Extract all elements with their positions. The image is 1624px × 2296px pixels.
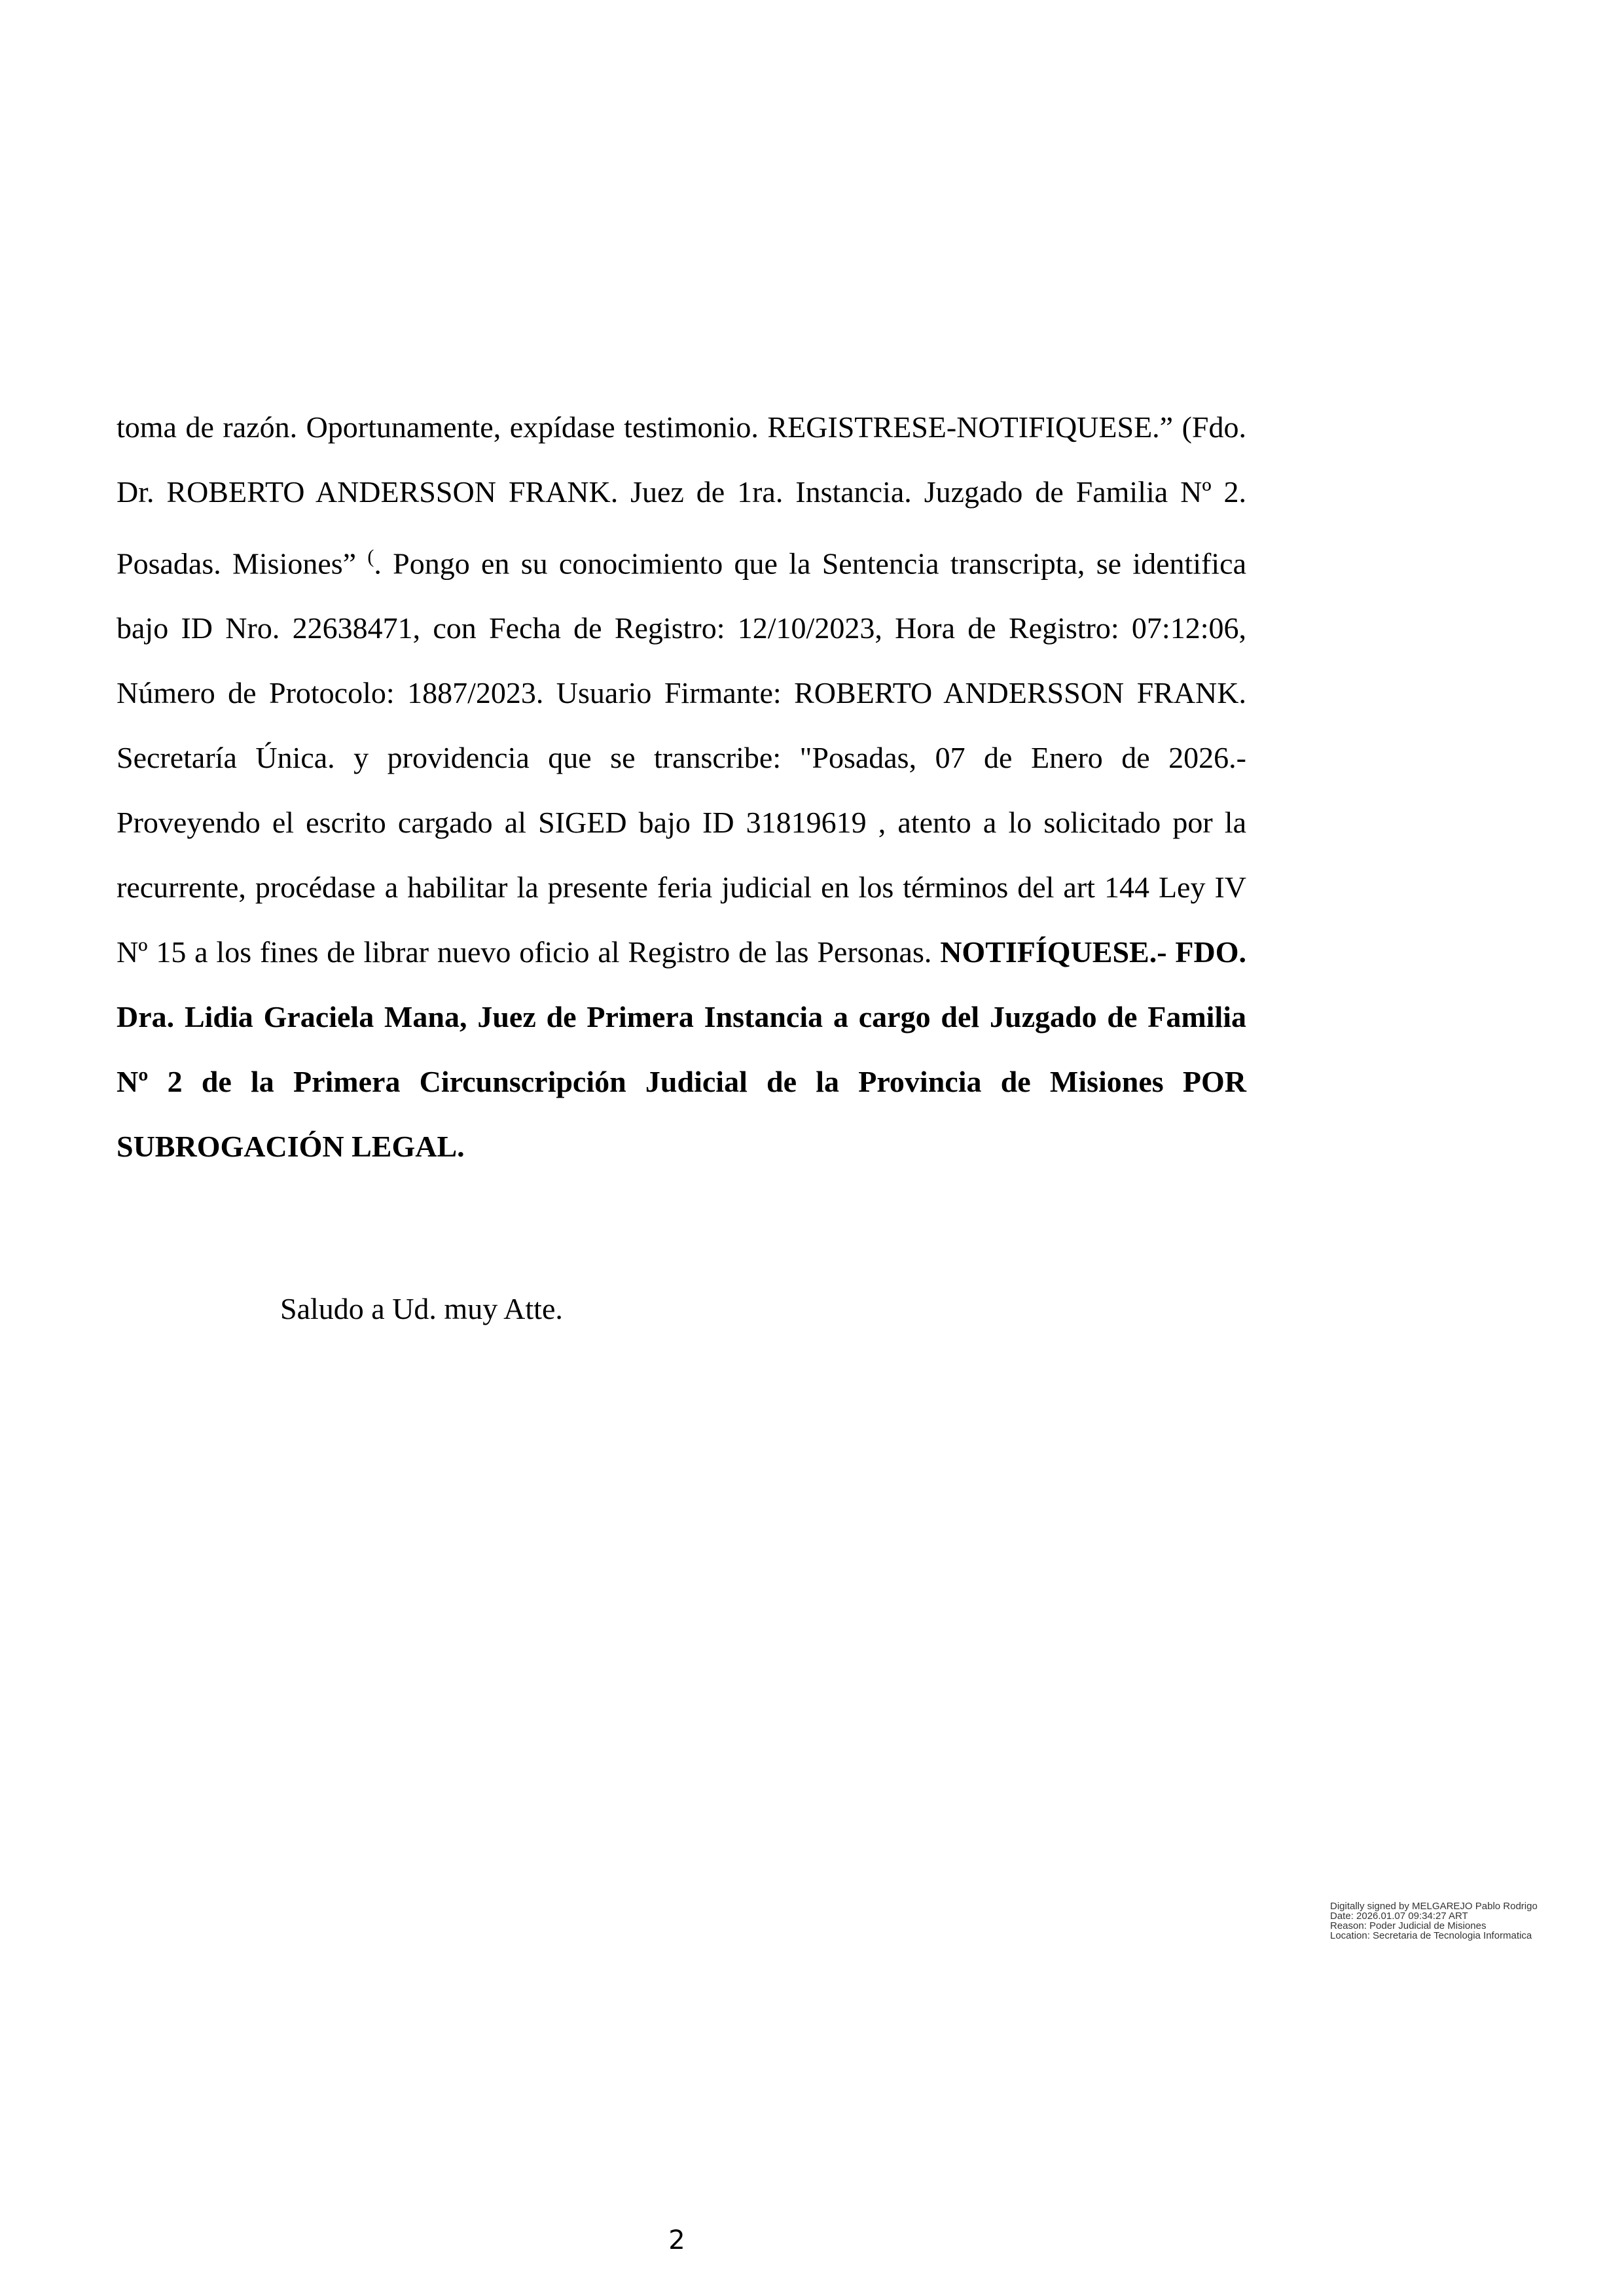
paragraph-text-part-2: . Pongo en su conocimiento que la Sentencia transcripta, se identifica bajo ID Nro. 22638471, con Fecha de Registro: 12/10/2023, Hora de Registro: 07:12:06, Número de Protocolo: 1887/2023. Usuario Firmante: ROBERTO ANDERSSON FRANK. Secretaría Única. y providencia que se transcribe: "Posadas, 07 de Enero de 2026.- Proveyendo el escrito cargado al SIGED bajo ID 31819619 , atento a lo solicitado por la recurrente, procédase a habilitar la presente feria judicial en los términos del art 144 Ley IV Nº 15 a los fines de librar nuevo oficio al Registro de las Personas. bbox=[117, 547, 1246, 969]
digital-signature-block bbox=[1330, 1901, 1540, 1941]
body-paragraph bbox=[117, 395, 1246, 1179]
paragraph-bold-text: NOTIFÍQUESE.- FDO. Dra. Lidia Graciela Mana, Juez de Primera Instancia a cargo del Juzgado de Familia Nº 2 de la Primera Circunscripción Judicial de la Provincia de Misiones POR SUBROGACIÓN LEGAL. bbox=[117, 935, 1246, 1164]
closing-salutation: Saludo a Ud. muy Atte. bbox=[280, 1292, 563, 1325]
signature-line-location: Location: Secretaria de Tecnologia Informatica bbox=[1330, 1930, 1532, 1941]
signature-line-reason: Reason: Poder Judicial de Misiones bbox=[1330, 1920, 1487, 1931]
paragraph-text-part-1: toma de razón. Oportunamente, expídase testimonio. REGISTRESE-NOTIFIQUESE.” (Fdo. Dr. ROBERTO ANDERSSON FRANK. Juez de 1ra. Instancia. Juzgado de Familia Nº 2. Posadas. Misiones” bbox=[117, 410, 1246, 581]
paragraph-mark: ( bbox=[367, 546, 374, 567]
page-number: 2 bbox=[668, 2225, 685, 2255]
signature-line-date: Date: 2026.01.07 09:34:27 ART bbox=[1330, 1910, 1468, 1922]
signature-line-signer: Digitally signed by MELGAREJO Pablo Rodrigo bbox=[1330, 1901, 1538, 1912]
